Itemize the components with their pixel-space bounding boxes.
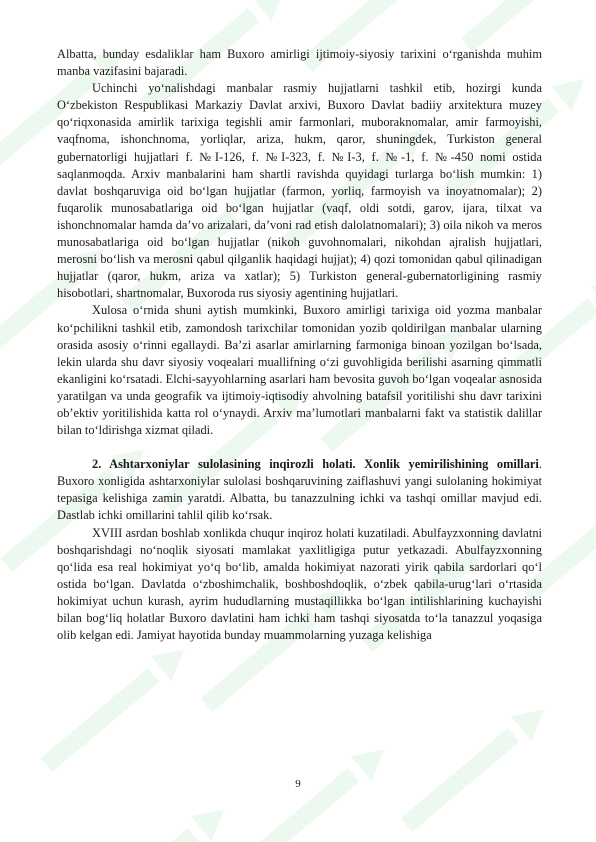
page-number: 9 xyxy=(295,778,301,790)
watermark-mark xyxy=(76,797,234,842)
paragraph-1: Albatta, bunday esdaliklar ham Buxoro amirligi ijtimoiy-siyosiy tarixini o‘rganishda muhim manba vazifasini bajaradi. xyxy=(57,47,542,79)
body-text xyxy=(57,46,542,644)
watermark-mark xyxy=(36,637,194,777)
section-intro: . Buxoro xonligida ashtarxoniylar sulolasi boshqaruvining zaiflashuvi yangi sulolaning hokimiyat tepasiga kelishiga zamin yaratdi. Albatta, bu tanazzulning ichki va tashqi omillar mavjud edi. Dastlab ichki omillarini tahlil qilib ko‘rsak. xyxy=(57,457,542,523)
watermark-mark xyxy=(396,697,554,837)
paragraph-2: Uchinchi yo‘nalishdagi manbalar rasmiy hujjatlarni tashkil etib, hozirgi kunda O‘zbekiston Respublikasi Markaziy Davlat arxivi, Buxoro Davlat badiiy arxitektura muzey qo‘riqxonasida amirlik tarixiga tegishli amir farmonlari, muboraknomalar, amir farmoyishi, vaqfnoma, ishonchnoma, yorliqlar, ariza, hukm, qaror, shuningdek, Turkiston general gubernatorligi hujjatlari f. №I-126, f. №I-323, f. №I-3, f. №-1, f. №-450 nomi ostida saqlanmoqda. Arxiv manbalarini ham shartli ravishda quyidagi turlarga bo‘lish mumkin: 1) davlat boshqaruviga oid bo‘lgan hujjatlar (farmon, yorliq, farmoyish va inoyatnomalar); 2) fuqarolik munosabatlariga oid bo‘lgan hujjatlar (vaqf, oldi sotdi, garov, ijara, tilxat va ishonchnomalar hamda da’vo arizalari, da’voni rad etish dalolatnomalari); 3) oila nikoh va meros munosabatlariga oid bo‘lgan hujjatlar (nikoh guvohnomalari, nikohdan ajralish hujjatlari, merosni bo‘lish va merosni qabul qilganlik haqidagi hujjat); 4) qozi tomonidan qabul qilinadigan hujjatlar (qaror, hukm, ariza va xatlar); 5) Turkiston general-gubernatorligining rasmiy hisobotlari, shartnomalar, Buxoroda rus siyosiy agentining hujjatlari. xyxy=(57,81,542,301)
section-heading: 2. Ashtarxoniylar sulolasining inqirozli holati. Xonlik yemirilishining omillari xyxy=(92,457,539,472)
paragraph-3: Xulosa o‘rnida shuni aytish mumkinki, Buxoro amirligi tarixiga oid yozma manbalar ko‘pchilikni tashkil etib, zamondosh tarixchilar tomonidan yozib qoldirilgan manbalar ularning orasida asosiy o‘rinni egallaydi. Ba’zi asarlar amirlarning farmoniga binoan yozilgan bo‘lsada, lekin ularda shu davr siyosiy voqealari muallifning o‘zi guvohligida berilishi asarning qimmatli ekanligini ko‘rsatadi. Elchi-sayyohlarning asarlari ham bevosita guvoh bo‘lgan voqealar asnosida yaratilgan va unda geografik va ijtimoiy-iqtisodiy ahvolning batafsil yoritilishi shu davr tarixini ob’ektiv yoritilishida katta rol o‘ynaydi. Arxiv ma’lumotlari manbalarni fakt va statistik dalillar bilan to‘ldirishga xizmat qiladi. xyxy=(57,303,542,438)
paragraph-4: XVIII asrdan boshlab xonlikda chuqur inqiroz holati kuzatiladi. Abulfayzxonning davlatni boshqarishdagi no‘noqlik siyosati mamlakat yaxlitligiga putur yetkazadi. Abulfayzxonning qo‘lida esa real hokimiyat yo‘q bo‘lib, amalda hokimiyat nazorati yirik qabila sardorlari qo‘l ostida bo‘lgan. Davlatda o‘zboshimchalik, boshboshdoqlik, o‘zbek qabila-urug‘lari o‘rtasida hokimiyat uchun kurash, ayrim hududlarning mustaqillikka bo‘lgan intilishlarining kuchayishi bilan bog‘liq holatlar Buxoro davlatini ham ichki ham tashqi siyosatda to‘la tanazzul yoqasiga olib kelgan edi. Jamiyat hayotida bunday muammolarning yuzaga kelishiga xyxy=(57,525,542,643)
section-paragraph xyxy=(57,456,542,524)
